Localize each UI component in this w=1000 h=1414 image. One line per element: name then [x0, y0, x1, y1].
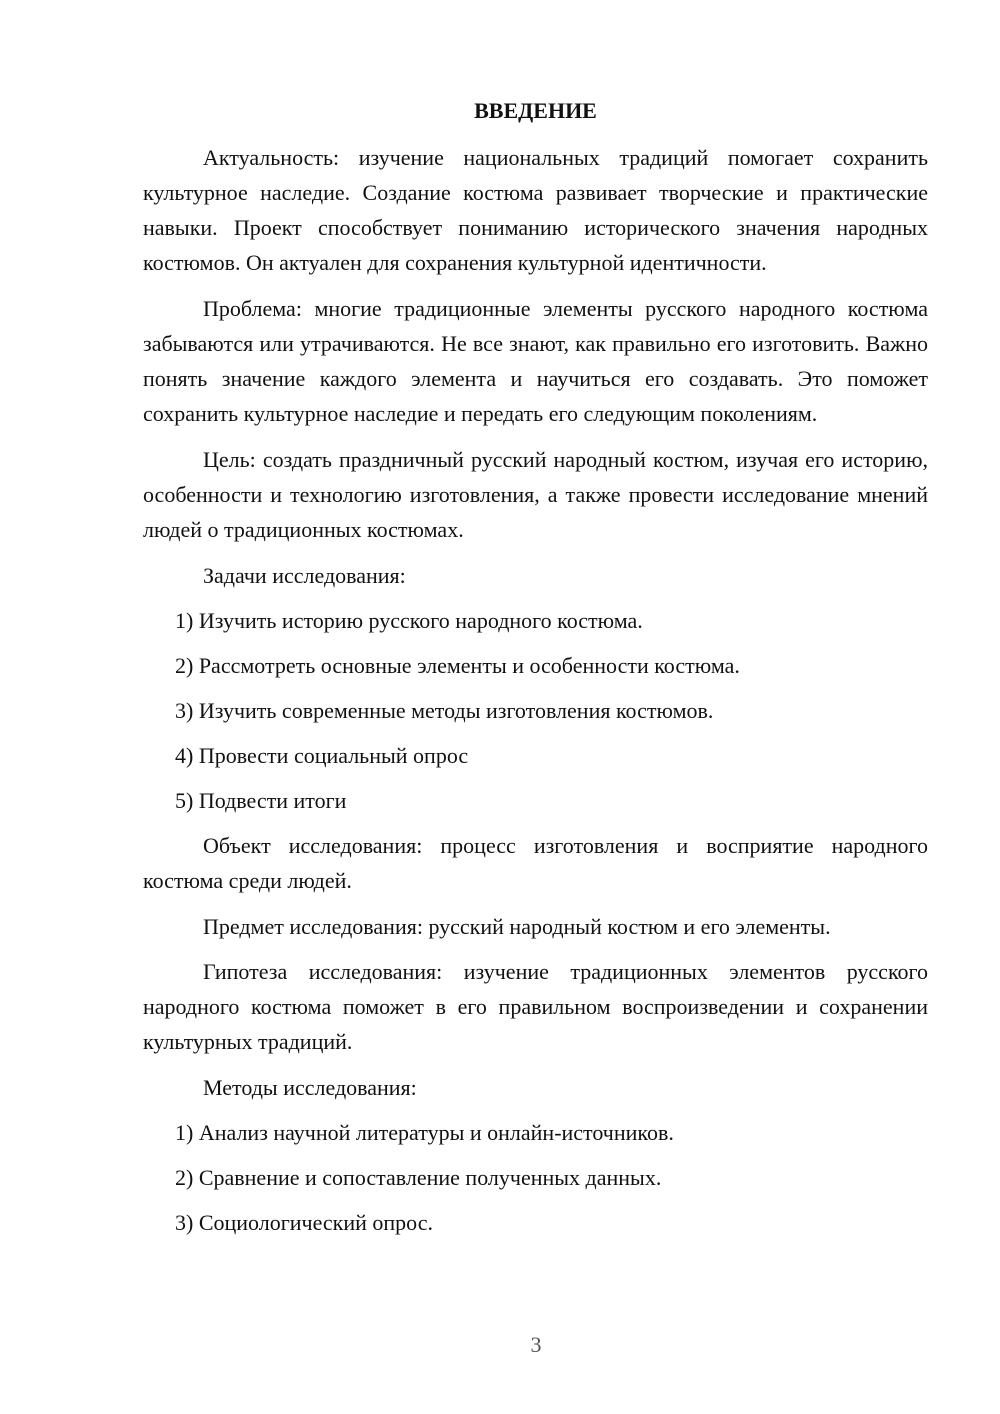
method-item-3: 3) Социологический опрос. — [175, 1210, 433, 1235]
problem-paragraph: Проблема: многие традиционные элементы русского народного костюма забываются или утрачиваются. Не все знают, как правильно его изготовить. Важно понять значение каждого элемента и научиться его создавать. Это поможет сохранить культурное наследие и передать его следующим поколениям. — [143, 296, 928, 426]
methods-heading: Методы исследования: — [203, 1075, 417, 1100]
document-body — [143, 96, 928, 1250]
object-paragraph: Объект исследования: процесс изготовления и восприятие народного костюма среди людей. — [143, 833, 928, 893]
page-number: 3 — [530, 1332, 542, 1357]
task-item-1: 1) Изучить историю русского народного костюма. — [175, 608, 643, 633]
relevance-paragraph: Актуальность: изучение национальных традиций помогает сохранить культурное наследие. Создание костюма развивает творческие и практические навыки. Проект способствует пониманию исторического значения народных костюмов. Он актуален для сохранения культурной идентичности. — [143, 145, 928, 275]
task-item-4: 4) Провести социальный опрос — [175, 743, 469, 768]
method-item-2: 2) Сравнение и сопоставление полученных данных. — [175, 1165, 662, 1190]
task-item-2: 2) Рассмотреть основные элементы и особенности костюма. — [175, 653, 740, 678]
page-title: ВВЕДЕНИЕ — [474, 98, 597, 123]
task-item-3: 3) Изучить современные методы изготовления костюмов. — [175, 698, 714, 723]
hypothesis-paragraph: Гипотеза исследования: изучение традиционных элементов русского народного костюма поможет в его правильном воспроизведении и сохранении культурных традиций. — [143, 959, 928, 1054]
subject-paragraph: Предмет исследования: русский народный костюм и его элементы. — [203, 914, 831, 939]
method-item-1: 1) Анализ научной литературы и онлайн-источников. — [175, 1120, 674, 1145]
task-item-5: 5) Подвести итоги — [175, 788, 347, 813]
goal-paragraph: Цель: создать праздничный русский народный костюм, изучая его историю, особенности и технологию изготовления, а также провести исследование мнений людей о традиционных костюмах. — [143, 447, 928, 542]
tasks-heading: Задачи исследования: — [203, 563, 406, 588]
